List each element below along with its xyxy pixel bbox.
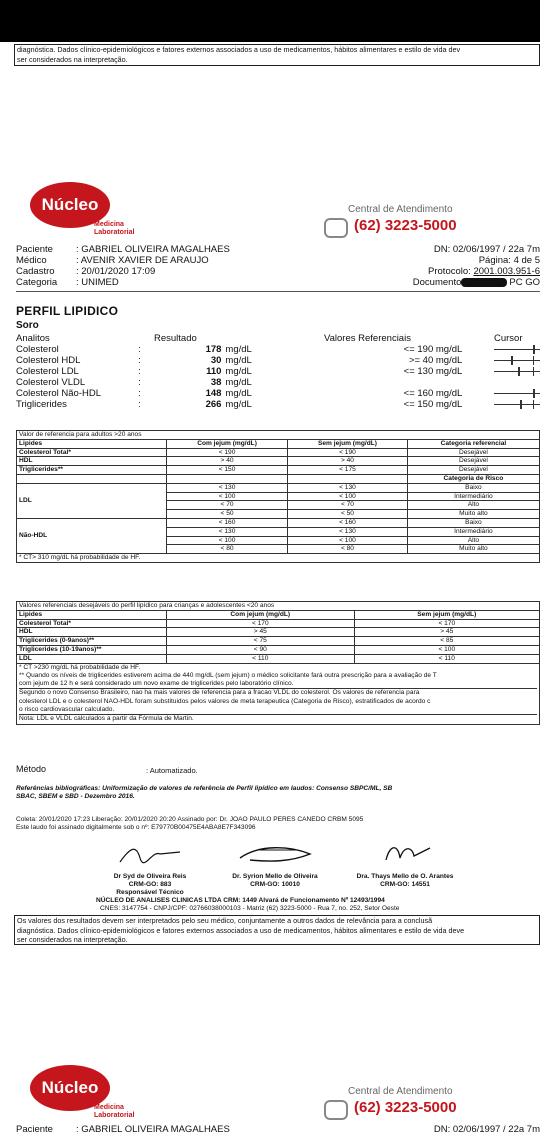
- kids-row-name: LDL: [17, 654, 167, 663]
- result-rows: [16, 344, 540, 410]
- signature-3: [340, 840, 470, 897]
- adult-reference-table: [16, 430, 540, 563]
- result-row: [16, 366, 540, 377]
- dn-value: DN: 02/06/1997 / 22a 7m: [433, 244, 540, 255]
- result-row: [16, 377, 540, 388]
- paciente-label: Paciente: [16, 244, 53, 255]
- result-ref: >= 40 mg/dL: [408, 355, 463, 366]
- result-sep: :: [138, 355, 141, 366]
- cursor-value-mark: [533, 345, 535, 354]
- medico-value: : AVENIR XAVIER DE ARAUJO: [76, 255, 209, 266]
- references-line2: SBAC, SBEM e SBD - Dezembro 2016.: [16, 793, 135, 801]
- ldl-cat: Muito alto: [407, 510, 539, 519]
- result-analito: Colesterol Não-HDL: [16, 388, 102, 399]
- top-notice: [14, 44, 540, 66]
- signature-1-name: Dr Syd de Oliveira Reis: [113, 873, 187, 880]
- table-row: [17, 466, 540, 475]
- kids-row-sem: < 170: [354, 619, 539, 628]
- paciente-label-next: Paciente: [16, 1124, 53, 1135]
- documento-tail: PC GO: [509, 277, 540, 288]
- central-label-next: Central de Atendimento: [348, 1086, 453, 1097]
- col-valores: Valores Referenciais: [324, 333, 411, 344]
- patient-header-next: [16, 1124, 540, 1135]
- adult-footnote: * CT> 310 mg/dL há probabilidade de HF.: [17, 554, 540, 563]
- adult-row-com: > 40: [167, 457, 288, 466]
- bottom-notice-line3: ser considerados na interpretação.: [17, 935, 128, 945]
- kids-note2: ** Quando os níveis de triglicerides estiverem acima de 440 mg/dL (sem jejum) o médico solicitante fará outra prescrição para a avaliação de T: [19, 671, 437, 679]
- kids-row-name: Colesterol Total*: [17, 619, 167, 628]
- patient-header: [16, 244, 540, 288]
- result-unit: mg/dL: [225, 388, 252, 399]
- results-block: [16, 333, 540, 410]
- phone-icon: [324, 218, 348, 238]
- kids-row-com: < 75: [167, 637, 355, 646]
- kids-row-com: > 45: [167, 628, 355, 637]
- table-row: [17, 628, 540, 637]
- result-analito: Colesterol HDL: [16, 355, 81, 366]
- result-sep: :: [138, 344, 141, 355]
- result-analito: Colesterol: [16, 344, 59, 355]
- result-row: [16, 355, 540, 366]
- kids-h-com: Com jejum (mg/dL): [167, 610, 355, 619]
- result-sep: :: [138, 366, 141, 377]
- table-row: [17, 518, 540, 527]
- result-value: 266: [205, 399, 222, 410]
- signature-1-role: Responsável Técnico: [116, 889, 184, 896]
- bottom-notice-line2: diagnóstica. Dados clínico-epidemiológicos e fatores externos associados a uso de medicamentos, hábitos alimentares e estilo de vida deve: [17, 925, 465, 935]
- result-cursor: [494, 366, 540, 377]
- nhdl-sem: < 130: [288, 527, 408, 536]
- nhdl-com: < 160: [167, 518, 288, 527]
- result-sep: :: [138, 388, 141, 399]
- metodo-value: : Automatizado.: [146, 766, 198, 775]
- adult-rows: [17, 448, 540, 474]
- kids-row-com: < 170: [167, 619, 355, 628]
- categoria-value: : UNIMED: [76, 277, 119, 288]
- nhdl-sem: < 160: [288, 518, 408, 527]
- ldl-cat: Alto: [407, 501, 539, 510]
- references-line1: Referências bibliográficas: Uniformização de valores de referência de Perfil lipídico em laudos: Consenso SBPC/ML, SB: [16, 785, 393, 792]
- adult-row-name: Colesterol Total*: [17, 448, 167, 457]
- ldl-com: < 50: [167, 510, 288, 519]
- result-unit: mg/dL: [225, 355, 252, 366]
- documento-label: Documento: [412, 277, 462, 288]
- kids-row-com: < 110: [167, 654, 355, 663]
- nhdl-rows: [17, 518, 540, 553]
- ldl-sem: < 130: [288, 483, 408, 492]
- phone-icon-next: [324, 1100, 348, 1120]
- adult-row-cat: Desejável: [407, 466, 539, 475]
- cadastro-value: : 20/01/2020 17:09: [76, 266, 156, 277]
- result-ref: [324, 377, 463, 388]
- cadastro-label: Cadastro: [16, 266, 55, 277]
- kids-h-sem: Sem jejum (mg/dL): [354, 610, 539, 619]
- result-analito: Colesterol LDL: [16, 366, 79, 377]
- adult-row-sem: > 40: [288, 457, 408, 466]
- adult-row-sem: < 190: [288, 448, 408, 457]
- nhdl-cat: Alto: [407, 536, 539, 545]
- adult-h-sem: Sem jejum (mg/dL): [288, 439, 408, 448]
- signature-3-name: Dra. Thays Mello de O. Arantes: [356, 873, 454, 880]
- nhdl-com: < 130: [167, 527, 288, 536]
- ldl-sem: < 100: [288, 492, 408, 501]
- nhdl-sem: < 100: [288, 536, 408, 545]
- kids-table-caption: Valores referenciais desejáveis do perfil lipídico para crianças e adolescentes <20 anos: [17, 602, 540, 611]
- cursor-limit-mark: [533, 356, 534, 365]
- col-cursor: Cursor: [494, 333, 523, 344]
- central-label: Central de Atendimento: [348, 204, 453, 215]
- result-ref: <= 150 mg/dL: [403, 399, 463, 410]
- adult-h-risco: Categoria de Risco: [407, 474, 539, 483]
- protocolo-label: Protocolo:: [428, 266, 471, 277]
- kids-row-sem: < 100: [354, 645, 539, 654]
- kids-note3: com jejum de 12 h e será considerado um novo exame de triglicerides pelo laboratório clínico.: [19, 680, 537, 689]
- bottom-notice: [14, 915, 540, 945]
- table-row: [17, 637, 540, 646]
- coleta-info: [16, 816, 540, 833]
- logo-text-next: Núcleo: [41, 1078, 99, 1097]
- result-sep: :: [138, 377, 141, 388]
- logo-sub2-next: Laboratorial: [94, 1112, 135, 1119]
- logo-sub2: Laboratorial: [94, 229, 135, 236]
- signature-2-reg: CRM-GO: 10010: [250, 881, 300, 888]
- result-value: 178: [205, 344, 222, 355]
- adult-h-lipides: Lipides: [17, 439, 167, 448]
- references: [16, 785, 540, 802]
- exam-title: PERFIL LIPIDICO: [16, 304, 119, 318]
- cursor-value-mark: [533, 389, 535, 398]
- result-ref: <= 160 mg/dL: [403, 388, 463, 399]
- kids-row-name: HDL: [17, 628, 167, 637]
- ldl-com: < 130: [167, 483, 288, 492]
- ldl-com: < 70: [167, 501, 288, 510]
- signatures: [90, 840, 470, 897]
- signature-3-reg: CRM-GO: 14551: [380, 881, 430, 888]
- nhdl-cat: Baixo: [407, 518, 539, 527]
- kids-note4: Segundo o novo Consenso Brasileiro, nao ha mais valores de referencia para a fracao VLDL do colesterol. Os valores de referencia para: [19, 689, 420, 697]
- kids-row-sem: > 45: [354, 628, 539, 637]
- col-analitos: Analitos: [16, 333, 50, 344]
- result-cursor: [494, 399, 540, 410]
- result-row: [16, 388, 540, 399]
- result-value: 148: [205, 388, 222, 399]
- kids-note6: o risco cardiovascular calculado.: [19, 706, 537, 715]
- kids-note7: Nota: LDL e VLDL calculados a partir da Fórmula de Martin.: [19, 715, 194, 723]
- cursor-value-mark: [511, 356, 513, 365]
- adult-row-sem: < 175: [288, 466, 408, 475]
- result-cursor: [494, 388, 540, 399]
- table-row: [17, 645, 540, 654]
- result-value: 30: [210, 355, 222, 366]
- result-cursor: [494, 344, 540, 355]
- adult-row-com: < 150: [167, 466, 288, 475]
- coleta-line1: Coleta: 20/01/2020 17:23 Liberação: 20/01/2020 20:20 Assinado por: Dr. JOAO PAULO PERES CANEDO CRBM 5095: [16, 816, 364, 823]
- coleta-line2: Este laudo foi assinado digitalmente sob o nº: E79770B00475E4ABA8E7F343096: [16, 824, 256, 832]
- handwritten-signature-1: [90, 840, 210, 868]
- adult-h-cat: Categoria referencial: [407, 439, 539, 448]
- signature-2: [210, 840, 340, 897]
- result-unit: mg/dL: [225, 377, 252, 388]
- result-unit: mg/dL: [225, 344, 252, 355]
- result-ref: <= 130 mg/dL: [403, 366, 463, 377]
- nhdl-cat: Muito alto: [407, 545, 539, 554]
- documento-redaction: [461, 278, 507, 287]
- pagina-value: Página: 4 de 5: [478, 255, 540, 266]
- phone-number: (62) 3223-5000: [354, 217, 457, 234]
- adult-row-com: < 190: [167, 448, 288, 457]
- kids-notes: [16, 664, 540, 725]
- adult-row-name: Triglicerides**: [17, 466, 167, 475]
- result-value: 38: [210, 377, 222, 388]
- adult-h-com: Com jejum (mg/dL): [167, 439, 288, 448]
- result-value: 110: [206, 366, 222, 377]
- nhdl-com: < 100: [167, 536, 288, 545]
- table-row: [17, 448, 540, 457]
- ldl-label: LDL: [17, 483, 167, 518]
- ldl-sem: < 50: [288, 510, 408, 519]
- kids-h-lipides: Lipides: [17, 610, 167, 619]
- paciente-value-next: : GABRIEL OLIVEIRA MAGALHAES: [76, 1124, 230, 1135]
- signature-1-reg: CRM-GO: 883: [128, 881, 172, 888]
- adult-row-cat: Desejável: [407, 448, 539, 457]
- adult-table-caption: Valor de referencia para adultos >20 anos: [17, 431, 540, 440]
- kids-reference-table: [16, 601, 540, 725]
- medico-label: Médico: [16, 255, 47, 266]
- company-line2: CNES: 3147754 - CNPJ/CPF: 02766038000103 - Matriz (62) 3223-5000 - Rua 7, no. 252, Setor Oeste: [100, 905, 400, 913]
- metodo-label: Método: [16, 764, 47, 774]
- adult-row-cat: Desejável: [407, 457, 539, 466]
- table-row: [17, 457, 540, 466]
- logo-subtitle: [94, 221, 134, 237]
- top-black-bar: [0, 0, 540, 42]
- kids-note1: * CT >230 mg/dL há probabilidade de HF.: [19, 663, 141, 671]
- table-row: [17, 619, 540, 628]
- adult-row-name: HDL: [17, 457, 167, 466]
- kids-row-sem: < 110: [354, 654, 539, 663]
- kids-row-com: < 90: [167, 645, 355, 654]
- handwritten-signature-3: [340, 840, 470, 868]
- handwritten-signature-2: [210, 840, 340, 868]
- logo-subtitle-next: [94, 1104, 134, 1120]
- logo-sub1-next: Medicina: [94, 1104, 124, 1111]
- kids-row-name: Triglicerides (0-9anos)**: [17, 637, 167, 646]
- phone-number-next: (62) 3223-5000: [354, 1099, 457, 1116]
- cursor-value-mark: [520, 400, 522, 409]
- top-notice-line1: diagnóstica. Dados clínico-epidemiológicos e fatores externos associados a uso de medicamentos, hábitos alimentares e estilo de vida dev: [17, 45, 461, 54]
- logo-sub1: Medicina: [94, 221, 124, 228]
- protocolo-value: 2001.003.951-6: [473, 266, 540, 277]
- nhdl-com: < 80: [167, 545, 288, 554]
- result-analito: Triglicerides: [16, 399, 67, 410]
- nhdl-sem: < 80: [288, 545, 408, 554]
- company-line1: NÚCLEO DE ANALISES CLINICAS LTDA CRM: 1449 Alvará de Funcionamento Nº 12493/1994: [96, 897, 385, 904]
- result-row: [16, 344, 540, 355]
- categoria-label: Categoria: [16, 277, 58, 288]
- header-divider: [16, 291, 540, 292]
- signature-1: [90, 840, 210, 897]
- result-analito: Colesterol VLDL: [16, 377, 86, 388]
- nhdl-label: Não-HDL: [17, 518, 167, 553]
- dn-value-next: DN: 02/06/1997 / 22a 7m: [433, 1124, 540, 1135]
- cursor-value-mark: [518, 367, 520, 376]
- top-notice-line2: ser considerados na interpretação.: [17, 54, 128, 64]
- ldl-sem: < 70: [288, 501, 408, 510]
- signature-2-name: Dr. Syrion Mello de Oliveira: [232, 873, 318, 880]
- table-row: [17, 654, 540, 663]
- result-ref: <= 190 mg/dL: [403, 344, 463, 355]
- result-cursor: [494, 355, 540, 366]
- table-row: [17, 483, 540, 492]
- company-info: [96, 897, 540, 914]
- ldl-cat: Intermediário: [407, 492, 539, 501]
- col-resultado: Resultado: [154, 333, 197, 344]
- exam-material: Soro: [16, 320, 39, 331]
- kids-note5: colesterol LDL e o colesterol NAO-HDL foram substituidos pelos valores de meta terapeutica (Categoria de Risco), estratificados de acordo c: [19, 697, 431, 705]
- bottom-notice-line1: Os valores dos resultados devem ser interpretados pelo seu médico, conjuntamente a outros dados de relevância para a conclusã: [17, 916, 433, 925]
- paciente-value: : GABRIEL OLIVEIRA MAGALHAES: [76, 244, 230, 255]
- kids-row-sem: < 85: [354, 637, 539, 646]
- ldl-com: < 100: [167, 492, 288, 501]
- result-cursor: [494, 377, 540, 388]
- cursor-limit-mark: [533, 367, 534, 376]
- ldl-cat: Baixo: [407, 483, 539, 492]
- result-unit: mg/dL: [225, 366, 252, 377]
- result-unit: mg/dL: [225, 399, 252, 410]
- cursor-limit-mark: [533, 400, 534, 409]
- result-row: [16, 399, 540, 410]
- kids-rows: [17, 619, 540, 663]
- logo-text: Núcleo: [41, 195, 99, 214]
- nhdl-cat: Intermediário: [407, 527, 539, 536]
- result-sep: :: [138, 399, 141, 410]
- kids-row-name: Triglicerides (10-19anos)**: [17, 645, 167, 654]
- ldl-rows: [17, 483, 540, 518]
